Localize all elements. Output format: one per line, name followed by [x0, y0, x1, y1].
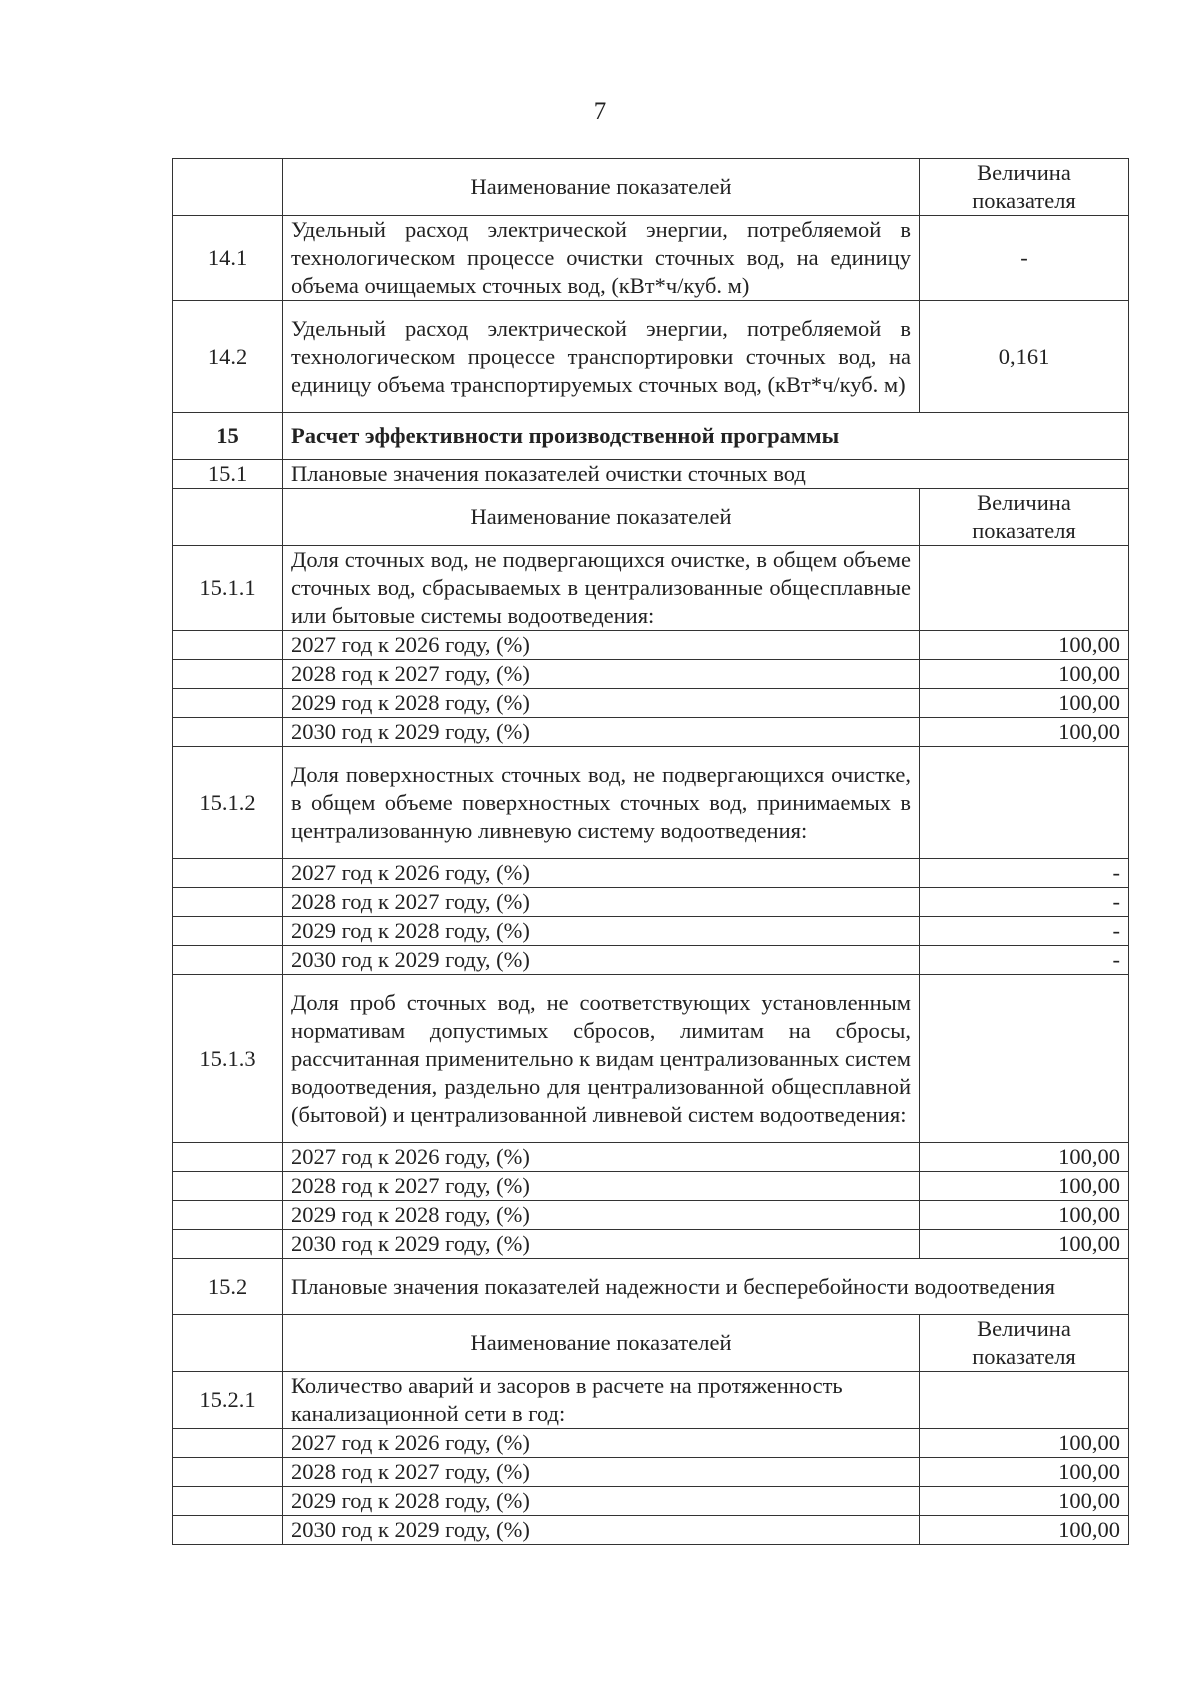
table-row: [173, 216, 1129, 301]
row-value: [920, 1372, 1129, 1429]
empty-cell: [173, 1429, 283, 1458]
year-row: [173, 660, 1129, 689]
year-value: 100,00: [920, 1230, 1129, 1259]
year-row: [173, 1201, 1129, 1230]
header-value: [920, 489, 1129, 546]
header-value-line1: Величина: [977, 160, 1071, 185]
year-row: [173, 1143, 1129, 1172]
year-label: 2027 год к 2026 году, (%): [283, 1143, 920, 1172]
year-value: -: [920, 888, 1129, 917]
header-row: [173, 489, 1129, 546]
year-label: 2030 год к 2029 году, (%): [283, 1516, 920, 1545]
section-title: Расчет эффективности производственной программы: [283, 413, 1129, 460]
subsection-row: [173, 1259, 1129, 1315]
row-description: Доля поверхностных сточных вод, не подвергающихся очистке, в общем объеме поверхностных сточных вод, принимаемых в централизованную ливневую систему водоотведения:: [283, 747, 920, 859]
year-value: 100,00: [920, 1201, 1129, 1230]
empty-cell: [173, 859, 283, 888]
row-number: 14.2: [173, 301, 283, 413]
header-value: [920, 1315, 1129, 1372]
row-number: 15.1.3: [173, 975, 283, 1143]
header-name: Наименование показателей: [283, 489, 920, 546]
subsection-row: [173, 460, 1129, 489]
empty-cell: [173, 917, 283, 946]
empty-cell: [173, 1315, 283, 1372]
header-value: [920, 159, 1129, 216]
header-row: [173, 1315, 1129, 1372]
empty-cell: [173, 1458, 283, 1487]
header-name: Наименование показателей: [283, 159, 920, 216]
header-value-line2: показателя: [972, 188, 1076, 213]
empty-cell: [173, 718, 283, 747]
year-row: [173, 631, 1129, 660]
year-row: [173, 689, 1129, 718]
year-value: -: [920, 917, 1129, 946]
year-label: 2029 год к 2028 году, (%): [283, 1487, 920, 1516]
empty-cell: [173, 1516, 283, 1545]
section-title: Плановые значения показателей надежности и бесперебойности водоотведения: [283, 1259, 1129, 1315]
year-row: [173, 946, 1129, 975]
empty-cell: [173, 1143, 283, 1172]
year-label: 2030 год к 2029 году, (%): [283, 718, 920, 747]
row-description: Удельный расход электрической энергии, потребляемой в технологическом процессе транспортировки сточных вод, на единицу объема транспортируемых сточных вод, (кВт*ч/куб. м): [283, 301, 920, 413]
year-value: 100,00: [920, 660, 1129, 689]
year-label: 2027 год к 2026 году, (%): [283, 1429, 920, 1458]
section-number: 15.2: [173, 1259, 283, 1315]
empty-cell: [173, 946, 283, 975]
year-row: [173, 1429, 1129, 1458]
row-number: 15.2.1: [173, 1372, 283, 1429]
year-label: 2027 год к 2026 году, (%): [283, 631, 920, 660]
empty-cell: [173, 489, 283, 546]
year-value: -: [920, 859, 1129, 888]
year-label: 2028 год к 2027 году, (%): [283, 1172, 920, 1201]
year-value: 100,00: [920, 689, 1129, 718]
indicators-table: [172, 158, 1129, 1545]
row-number: 14.1: [173, 216, 283, 301]
year-row: [173, 1172, 1129, 1201]
table-row: [173, 747, 1129, 859]
year-row: [173, 859, 1129, 888]
empty-cell: [173, 1487, 283, 1516]
year-label: 2028 год к 2027 году, (%): [283, 1458, 920, 1487]
empty-cell: [173, 1230, 283, 1259]
empty-cell: [173, 1201, 283, 1230]
row-value: 0,161: [920, 301, 1129, 413]
row-number: 15.1.1: [173, 546, 283, 631]
header-name: Наименование показателей: [283, 1315, 920, 1372]
header-value-line2: показателя: [972, 518, 1076, 543]
section-number: 15.1: [173, 460, 283, 489]
year-row: [173, 1516, 1129, 1545]
year-label: 2028 год к 2027 году, (%): [283, 660, 920, 689]
year-value: 100,00: [920, 1429, 1129, 1458]
year-row: [173, 1487, 1129, 1516]
year-label: 2028 год к 2027 году, (%): [283, 888, 920, 917]
year-label: 2030 год к 2029 году, (%): [283, 1230, 920, 1259]
year-value: 100,00: [920, 631, 1129, 660]
empty-cell: [173, 689, 283, 718]
year-label: 2029 год к 2028 году, (%): [283, 917, 920, 946]
table-row: [173, 301, 1129, 413]
year-row: [173, 1458, 1129, 1487]
year-row: [173, 888, 1129, 917]
year-row: [173, 718, 1129, 747]
section-number: 15: [173, 413, 283, 460]
row-description: Доля сточных вод, не подвергающихся очистке, в общем объеме сточных вод, сбрасываемых в централизованные общесплавные или бытовые системы водоотведения:: [283, 546, 920, 631]
header-value-line1: Величина: [977, 490, 1071, 515]
row-value: [920, 546, 1129, 631]
year-row: [173, 917, 1129, 946]
section-row: [173, 413, 1129, 460]
year-value: 100,00: [920, 1487, 1129, 1516]
row-description: Удельный расход электрической энергии, потребляемой в технологическом процессе очистки сточных вод, на единицу объема очищаемых сточных вод, (кВт*ч/куб. м): [283, 216, 920, 301]
year-value: 100,00: [920, 718, 1129, 747]
year-label: 2029 год к 2028 году, (%): [283, 689, 920, 718]
row-description: Количество аварий и засоров в расчете на протяженность канализационной сети в год:: [283, 1372, 920, 1429]
section-title: Плановые значения показателей очистки сточных вод: [283, 460, 1129, 489]
empty-cell: [173, 1172, 283, 1201]
header-value-line1: Величина: [977, 1316, 1071, 1341]
year-label: 2027 год к 2026 году, (%): [283, 859, 920, 888]
empty-cell: [173, 631, 283, 660]
row-value: -: [920, 216, 1129, 301]
year-value: 100,00: [920, 1516, 1129, 1545]
row-value: [920, 975, 1129, 1143]
page-number: 7: [593, 98, 607, 125]
year-label: 2029 год к 2028 году, (%): [283, 1201, 920, 1230]
year-row: [173, 1230, 1129, 1259]
year-value: 100,00: [920, 1172, 1129, 1201]
row-value: [920, 747, 1129, 859]
empty-cell: [173, 888, 283, 917]
year-value: 100,00: [920, 1143, 1129, 1172]
header-value-line2: показателя: [972, 1344, 1076, 1369]
table-row: [173, 975, 1129, 1143]
table-row: [173, 1372, 1129, 1429]
year-value: -: [920, 946, 1129, 975]
empty-cell: [173, 159, 283, 216]
row-description: Доля проб сточных вод, не соответствующих установленным нормативам допустимых сбросов, лимитам на сбросы, рассчитанная применительно к видам централизованных систем водоотведения, раздельно для централизованной общесплавной (бытовой) и централизованной ливневой систем водоотведения:: [283, 975, 920, 1143]
row-number: 15.1.2: [173, 747, 283, 859]
year-value: 100,00: [920, 1458, 1129, 1487]
year-label: 2030 год к 2029 году, (%): [283, 946, 920, 975]
empty-cell: [173, 660, 283, 689]
table-row: [173, 546, 1129, 631]
header-row: [173, 159, 1129, 216]
